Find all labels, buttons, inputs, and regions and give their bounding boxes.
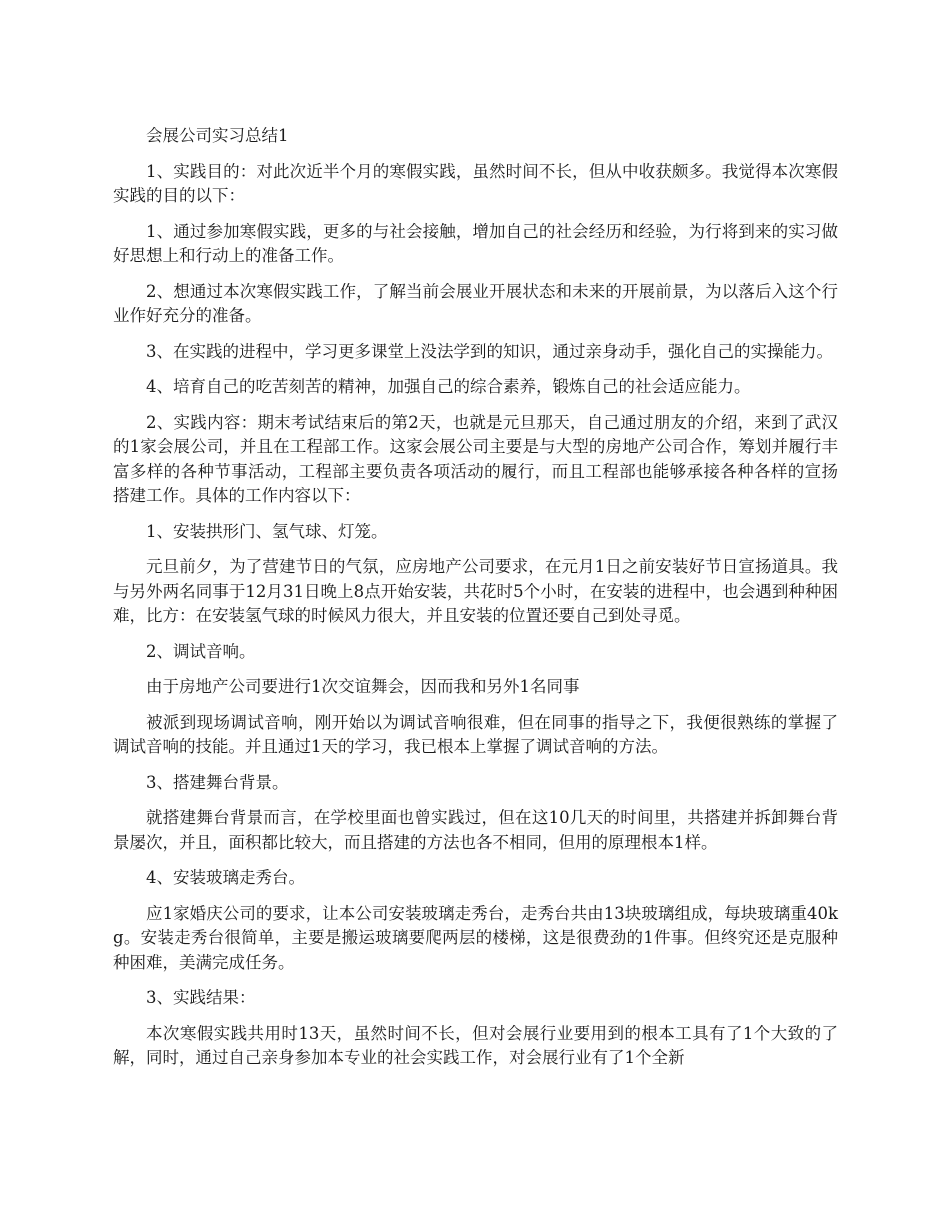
paragraph-results-heading: 3、实践结果： xyxy=(146,988,256,1007)
paragraph-purpose: 1、实践目的：对此次近半个月的寒假实践，虽然时间不长，但从中收获颇多。我觉得本次寒假实践的目的以下： xyxy=(113,161,838,205)
paragraph-results-body: 本次寒假实践共用时13天，虽然时间不长，但对会展行业要用到的根本工具有了1个大致的了解，同时，通过自己亲身参加本专业的社会实践工作，对会展行业有了1个全新 xyxy=(113,1023,838,1067)
paragraph-task-4-heading: 4、安装玻璃走秀台。 xyxy=(146,868,305,887)
document-title: 会展公司实习总结1 xyxy=(146,126,289,145)
paragraph-purpose-1: 1、通过参加寒假实践，更多的与社会接触，增加自己的社会经历和经验，为行将到来的实习做好思想上和行动上的准备工作。 xyxy=(113,221,838,265)
paragraph-purpose-3: 3、在实践的进程中，学习更多课堂上没法学到的知识，通过亲身动手，强化自己的实操能力。 xyxy=(146,341,833,361)
paragraph-task-4-body: 应1家婚庆公司的要求，让本公司安装玻璃走秀台，走秀台共由13块玻璃组成，每块玻璃重40kg。安装走秀台很简单，主要是搬运玻璃要爬两层的楼梯，这是很费劲的1件事。但终究还是克服种种困难，美满完成任务。 xyxy=(113,903,838,972)
paragraph-task-1-heading: 1、安装拱形门、氢气球、灯笼。 xyxy=(146,521,388,541)
paragraph-task-3-heading: 3、搭建舞台背景。 xyxy=(146,772,289,792)
paragraph-task-1-body: 元旦前夕，为了营建节日的气氛，应房地产公司要求，在元月1日之前安装好节日宣扬道具。我与另外两名同事于12月31日晚上8点开始安装，共花时5个小时，在安装的进程中，也会遇到种种困难，比方：在安装氢气球的时候风力很大，并且安装的位置还要自己到处寻觅。 xyxy=(113,557,838,625)
paragraph-purpose-2: 2、想通过本次寒假实践工作，了解当前会展业开展状态和未来的开展前景，为以落后入这个行业作好充分的准备。 xyxy=(113,281,838,325)
paragraph-purpose-4: 4、培育自己的吃苦刻苦的精神，加强自己的综合素养，锻炼自己的社会适应能力。 xyxy=(146,377,751,396)
document-body xyxy=(113,124,838,1082)
paragraph-task-2-heading: 2、调试音响。 xyxy=(146,641,256,661)
paragraph-content: 2、实践内容：期末考试结束后的第2天，也就是元旦那天，自己通过朋友的介绍，来到了武汉的1家会展公司，并且在工程部工作。这家会展公司主要是与大型的房地产公司合作，筹划并履行丰富多样的各种节事活动，工程部主要负责各项活动的履行，而且工程部也能够承接各种各样的宣扬搭建工作。具体的工作内容以下： xyxy=(113,412,838,505)
paragraph-task-2-body: 被派到现场调试音响，刚开始以为调试音响很难，但在同事的指导之下，我便很熟练的掌握了调试音响的技能。并且通过1天的学习，我已根本上掌握了调试音响的方法。 xyxy=(113,712,838,756)
paragraph-task-3-body: 就搭建舞台背景而言，在学校里面也曾实践过，但在这10几天的时间里，共搭建并拆卸舞台背景屡次，并且，面积都比较大，而且搭建的方法也各不相同，但用的原理根本1样。 xyxy=(113,808,838,852)
paragraph-task-2-intro: 由于房地产公司要进行1次交谊舞会，因而我和另外1名同事 xyxy=(146,677,580,696)
